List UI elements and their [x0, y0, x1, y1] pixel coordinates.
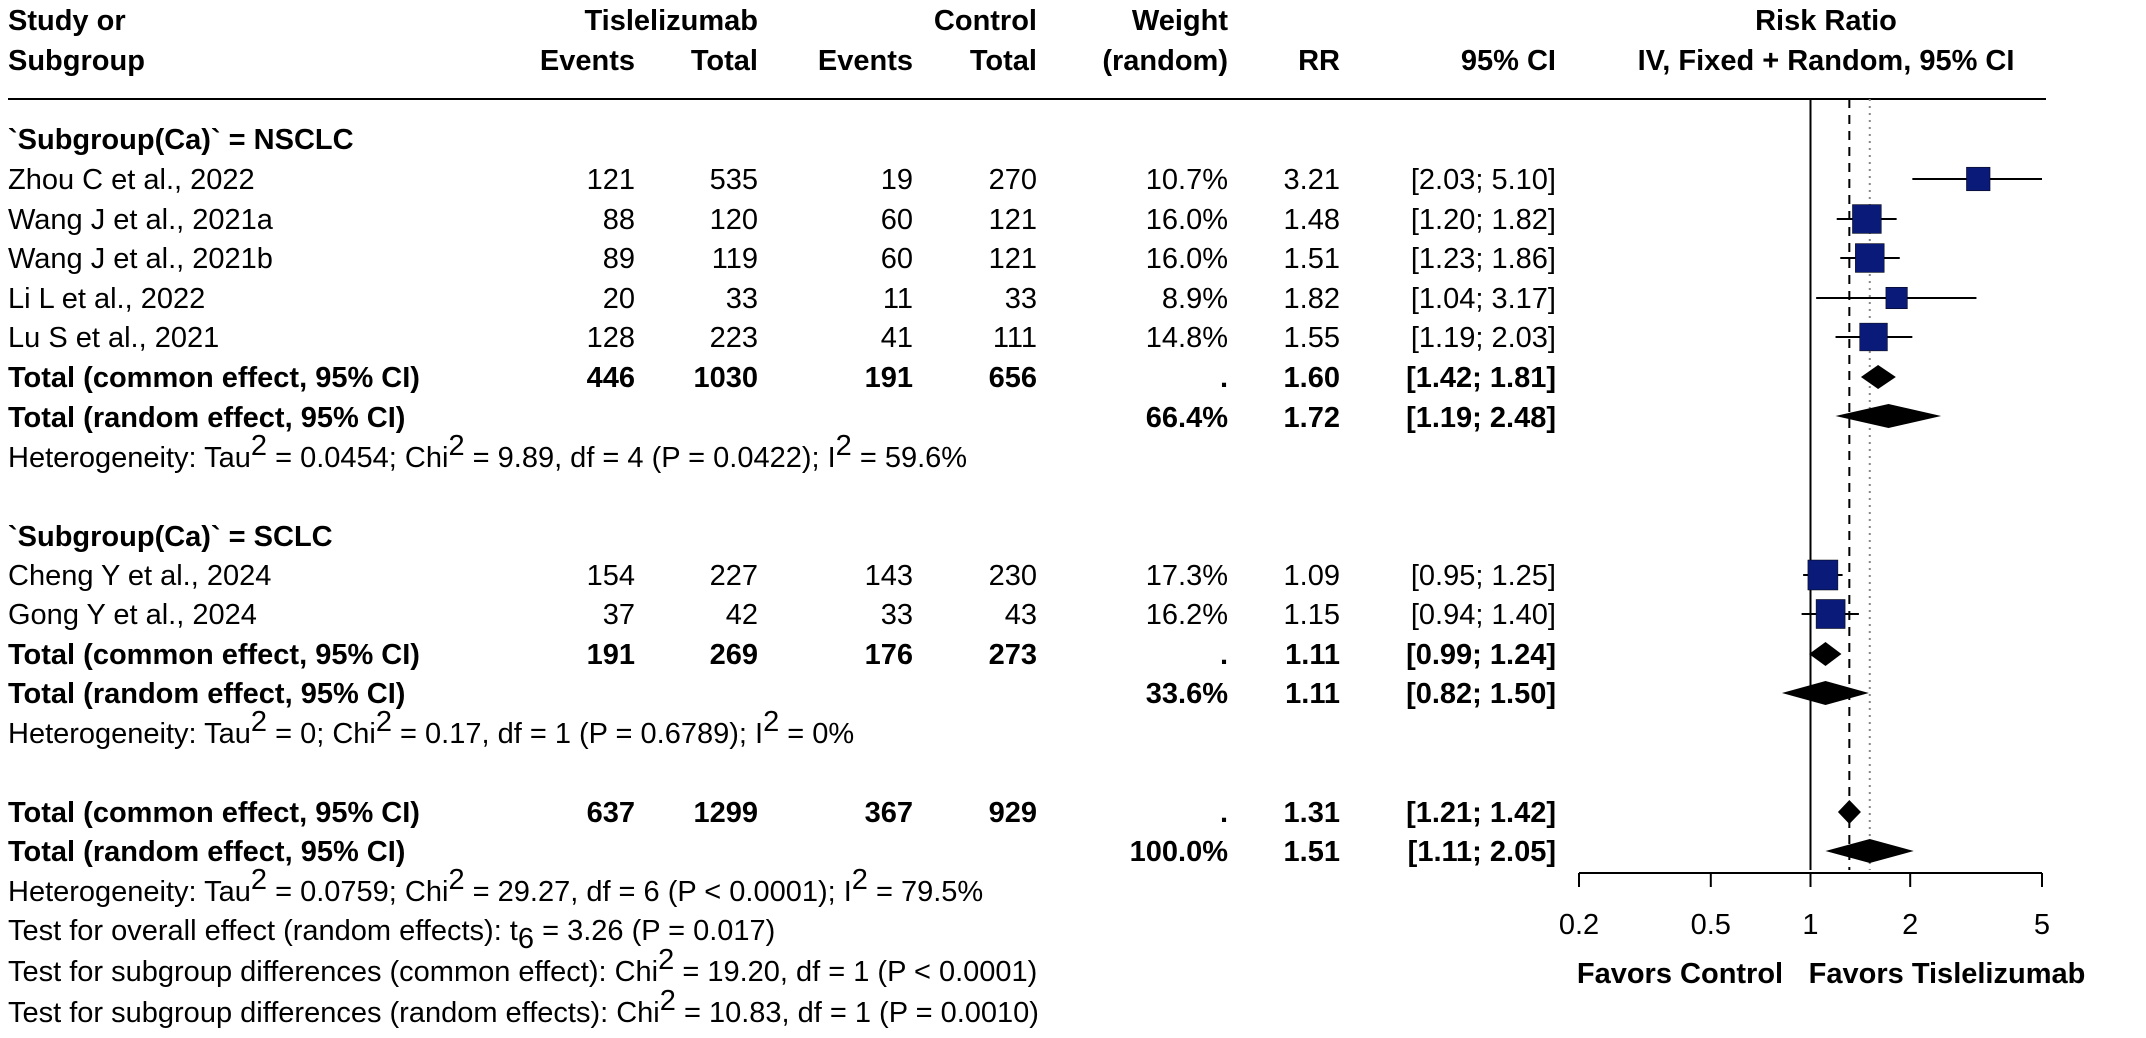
ci-value: [1.19; 2.48] [1406, 402, 1556, 434]
subgroup-title: `Subgroup(Ca)` = NSCLC [8, 124, 354, 156]
rr-value: 1.51 [1283, 243, 1340, 275]
study-estimate-square [1808, 560, 1838, 590]
treat-total: 269 [709, 639, 758, 671]
random-total-label: Total (random effect, 95% CI) [8, 678, 406, 710]
x-tick-label: 2 [1902, 909, 1919, 941]
treat-events: 154 [586, 560, 635, 592]
subgroup-header: Subgroup [8, 45, 145, 77]
weight-value: 33.6% [1145, 678, 1228, 710]
pooled-diamond [1838, 800, 1861, 824]
study-estimate-square [1855, 244, 1884, 273]
rr-value: 1.48 [1283, 204, 1340, 236]
rr-value: 1.31 [1283, 797, 1340, 829]
table-row [8, 204, 1556, 236]
control-group-header: Control [933, 5, 1037, 37]
weight-value: . [1219, 639, 1228, 671]
treat-events: 37 [602, 599, 635, 631]
table-row [8, 283, 1556, 315]
study-header: Study or [8, 5, 126, 37]
treat-total: 227 [709, 560, 758, 592]
treat-events: 88 [602, 204, 635, 236]
weight-value: 14.8% [1145, 322, 1228, 354]
table-row [8, 164, 1556, 196]
control-total: 929 [988, 797, 1037, 829]
x-tick-label: 5 [2033, 909, 2051, 941]
heterogeneity-text: Heterogeneity: Tau2 = 0; Chi2 = 0.17, df = 1 (P = 0.6789); I2 = 0% [8, 706, 855, 750]
control-events: 41 [880, 322, 913, 354]
control-events-header: Events [817, 45, 913, 77]
ci-header: 95% CI [1460, 45, 1556, 77]
study-name: Gong Y et al., 2024 [8, 599, 257, 631]
treat-events: 191 [586, 639, 635, 671]
ci-value: [0.99; 1.24] [1406, 639, 1556, 671]
ci-value: [1.42; 1.81] [1406, 362, 1556, 394]
treat-events: 20 [602, 283, 635, 315]
treat-total-header: Total [690, 45, 758, 77]
control-events: 11 [882, 283, 913, 315]
subgroup-title: `Subgroup(Ca)` = SCLC [8, 521, 333, 553]
random-total-label: Total (random effect, 95% CI) [8, 402, 406, 434]
random-total-row [8, 836, 1556, 868]
treat-total: 119 [711, 243, 758, 275]
rr-value: 3.21 [1283, 164, 1340, 196]
rr-value: 1.51 [1283, 836, 1340, 868]
control-events: 143 [864, 560, 913, 592]
rr-value: 1.82 [1283, 283, 1340, 315]
weight-value: . [1219, 797, 1228, 829]
pooled-diamond [1861, 365, 1896, 389]
common-total-label: Total (common effect, 95% CI) [8, 639, 420, 671]
weight-value: 16.0% [1145, 243, 1228, 275]
test-subgroup-common: Test for subgroup differences (common effect): Chi2 = 19.20, df = 1 (P < 0.0001) [8, 944, 1038, 988]
common-total-row [8, 362, 1556, 394]
table-row [8, 322, 1556, 354]
common-total-label: Total (common effect, 95% CI) [8, 362, 420, 394]
control-events: 19 [880, 164, 913, 196]
treat-total: 1299 [693, 797, 758, 829]
plot-title: Risk Ratio [1755, 5, 1897, 37]
control-events: 33 [880, 599, 913, 631]
weight-value: 66.4% [1145, 402, 1228, 434]
table-row [8, 243, 1556, 275]
table-row [8, 599, 1556, 631]
weight-header: Weight [1131, 5, 1228, 37]
treat-events: 121 [586, 164, 635, 196]
weight-value: 16.0% [1145, 204, 1228, 236]
control-events: 60 [880, 204, 913, 236]
random-total-row [8, 402, 1556, 434]
rr-value: 1.11 [1285, 678, 1340, 710]
control-total: 121 [988, 204, 1037, 236]
treat-total: 33 [725, 283, 758, 315]
test-subgroup-random: Test for subgroup differences (random effects): Chi2 = 10.83, df = 1 (P = 0.0010) [8, 985, 1039, 1029]
heterogeneity-text: Heterogeneity: Tau2 = 0.0759; Chi2 = 29.27, df = 6 (P < 0.0001); I2 = 79.5% [8, 864, 984, 908]
control-total: 121 [988, 243, 1037, 275]
common-total-row [8, 797, 1556, 829]
treat-total: 1030 [693, 362, 758, 394]
study-estimate-square [1816, 599, 1845, 628]
heterogeneity-text: Heterogeneity: Tau2 = 0.0454; Chi2 = 9.89, df = 4 (P = 0.0422); I2 = 59.6% [8, 430, 968, 474]
study-name: Wang J et al., 2021a [8, 204, 273, 236]
rr-value: 1.15 [1283, 599, 1340, 631]
forest-graphics [1559, 99, 2050, 941]
ci-value: [0.82; 1.50] [1406, 678, 1556, 710]
x-tick-label: 1 [1802, 909, 1819, 941]
control-total-header: Total [969, 45, 1037, 77]
overall-section [8, 797, 1556, 1029]
treat-group-header: Tislelizumab [584, 5, 758, 37]
common-total-label: Total (common effect, 95% CI) [8, 797, 420, 829]
favors-treatment-label: Favors Tislelizumab [1808, 958, 2086, 990]
control-events: 60 [880, 243, 913, 275]
test-overall-effect: Test for overall effect (random effects): t6 = 3.26 (P = 0.017) [8, 915, 776, 955]
rr-value: 1.11 [1285, 639, 1340, 671]
treat-events: 637 [586, 797, 635, 829]
weight-value: . [1219, 362, 1228, 394]
study-estimate-square [1886, 287, 1908, 309]
control-total: 33 [1004, 283, 1037, 315]
study-name: Li L et al., 2022 [8, 283, 206, 315]
weight-value: 16.2% [1145, 599, 1228, 631]
study-name: Wang J et al., 2021b [8, 243, 273, 275]
control-total: 230 [988, 560, 1037, 592]
treat-events: 446 [586, 362, 635, 394]
treat-total: 223 [709, 322, 758, 354]
weight-sub-header: (random) [1102, 45, 1228, 77]
plot-subtitle: IV, Fixed + Random, 95% CI [1637, 45, 2015, 77]
common-total-row [8, 639, 1556, 671]
rr-value: 1.72 [1283, 402, 1340, 434]
treat-total: 535 [709, 164, 758, 196]
pooled-diamond [1782, 681, 1869, 705]
ci-value: [1.21; 1.42] [1406, 797, 1556, 829]
ci-value: [1.11; 2.05] [1407, 836, 1556, 868]
table-row [8, 560, 1556, 592]
study-estimate-square [1966, 167, 1990, 191]
control-total: 273 [988, 639, 1037, 671]
rr-value: 1.55 [1283, 322, 1340, 354]
ci-value: [0.94; 1.40] [1410, 599, 1556, 631]
control-total: 111 [992, 322, 1037, 354]
rr-value: 1.60 [1283, 362, 1340, 394]
ci-value: [1.04; 3.17] [1410, 283, 1556, 315]
control-total: 43 [1004, 599, 1037, 631]
study-name: Lu S et al., 2021 [8, 322, 220, 354]
treat-events: 89 [602, 243, 635, 275]
weight-value: 8.9% [1161, 283, 1228, 315]
treat-total: 120 [709, 204, 758, 236]
favors-control-label: Favors Control [1576, 958, 1784, 990]
study-name: Zhou C et al., 2022 [8, 164, 255, 196]
treat-total: 42 [725, 599, 758, 631]
subgroup-sclc [8, 521, 1556, 750]
treat-events-header: Events [539, 45, 635, 77]
pooled-diamond [1826, 839, 1914, 863]
study-estimate-square [1860, 323, 1888, 351]
random-total-label: Total (random effect, 95% CI) [8, 836, 406, 868]
random-total-row [8, 678, 1556, 710]
ci-value: [2.03; 5.10] [1410, 164, 1556, 196]
ci-value: [1.19; 2.03] [1410, 322, 1556, 354]
study-estimate-square [1852, 205, 1881, 234]
pooled-diamond [1809, 642, 1841, 666]
subgroup-nsclc [8, 124, 1556, 474]
ci-value: [0.95; 1.25] [1410, 560, 1556, 592]
table-header [8, 5, 2046, 99]
weight-value: 10.7% [1145, 164, 1228, 196]
control-events: 176 [864, 639, 913, 671]
study-name: Cheng Y et al., 2024 [8, 560, 272, 592]
control-events: 367 [864, 797, 913, 829]
weight-value: 17.3% [1145, 560, 1228, 592]
pooled-diamond [1836, 404, 1942, 428]
x-tick-label: 0.5 [1690, 909, 1731, 941]
control-events: 191 [864, 362, 913, 394]
control-total: 656 [988, 362, 1037, 394]
control-total: 270 [988, 164, 1037, 196]
rr-header: RR [1298, 45, 1340, 77]
ci-value: [1.20; 1.82] [1410, 204, 1556, 236]
weight-value: 100.0% [1129, 836, 1228, 868]
ci-value: [1.23; 1.86] [1410, 243, 1556, 275]
rr-value: 1.09 [1283, 560, 1340, 592]
x-tick-label: 0.2 [1558, 909, 1600, 941]
treat-events: 128 [586, 322, 635, 354]
